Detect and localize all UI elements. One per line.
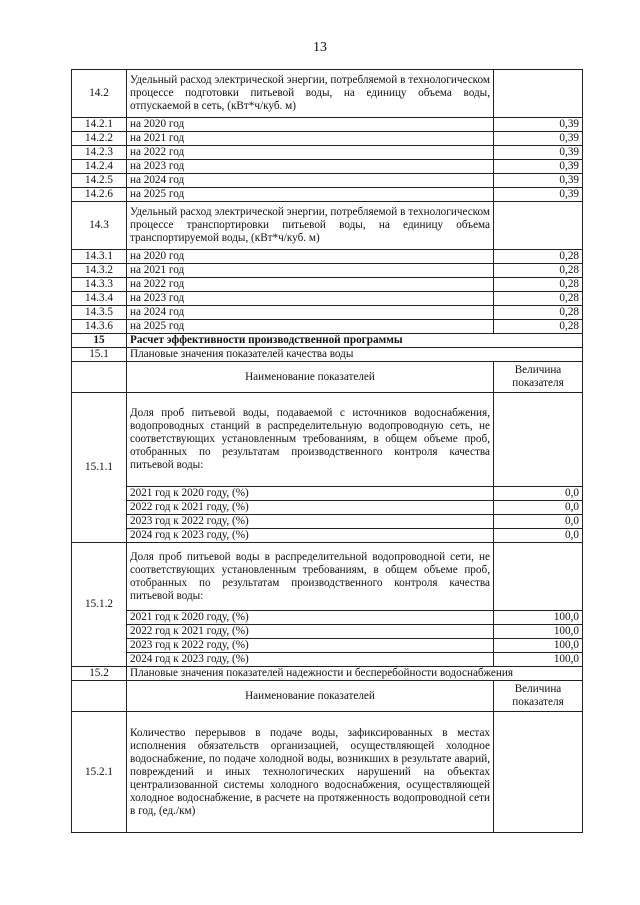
comparison-row [72,639,583,653]
year-row [72,278,583,292]
year-row-label: на 2022 год [127,146,494,160]
indicator-row [72,70,583,118]
year-row-label: на 2023 год [127,292,494,306]
year-row-label: на 2024 год [127,306,494,320]
comparison-label: 2022 год к 2021 году, (%) [127,625,494,639]
year-row-value: 0,39 [494,160,583,174]
comparison-label: 2024 год к 2023 году, (%) [127,529,494,543]
column-header-row [72,681,583,712]
value-cell-empty [494,543,583,611]
year-row-number: 14.2.3 [72,146,127,160]
year-row-number: 14.3.6 [72,320,127,334]
header-spacer [72,681,127,712]
subsection-row [72,348,583,362]
header-spacer [72,362,127,393]
year-row-value: 0,39 [494,146,583,160]
value-cell-empty [494,393,583,487]
comparison-row [72,653,583,667]
year-row [72,146,583,160]
year-row-number: 14.2.4 [72,160,127,174]
comparison-row [72,487,583,501]
subsection-number: 15.1 [72,348,127,362]
subsection-title: Плановые значения показателей качества воды [127,348,583,362]
comparison-label: 2023 год к 2022 году, (%) [127,639,494,653]
year-row-value: 0,28 [494,278,583,292]
indicator-row [72,393,583,487]
year-row-number: 14.3.3 [72,278,127,292]
comparison-value: 0,0 [494,487,583,501]
year-row-label: на 2023 год [127,160,494,174]
section-title: Расчет эффективности производственной программы [127,334,583,348]
comparison-value: 100,0 [494,625,583,639]
year-row-label: на 2021 год [127,264,494,278]
year-row-number: 14.2.2 [72,132,127,146]
header-indicator-value: Величина показателя [494,681,583,712]
comparison-label: 2021 год к 2020 году, (%) [127,487,494,501]
year-row-label: на 2025 год [127,320,494,334]
subsection-row [72,667,583,681]
year-row [72,188,583,202]
comparison-label: 2021 год к 2020 году, (%) [127,611,494,625]
year-row [72,292,583,306]
year-row-number: 14.3.5 [72,306,127,320]
indicator-description: Доля проб питьевой воды, подаваемой с источников водоснабжения, водопроводных станций в распределительную водопроводную сеть, не соответствующих установленным требованиям, в общем объеме проб, отобранных по результатам производственного контроля качества питьевой воды: [127,393,494,487]
indicator-row [72,543,583,611]
year-row-label: на 2020 год [127,118,494,132]
year-row [72,174,583,188]
year-row-value: 0,39 [494,118,583,132]
year-row [72,160,583,174]
year-row-number: 14.3.4 [72,292,127,306]
year-row-value: 0,28 [494,320,583,334]
comparison-value: 100,0 [494,611,583,625]
page-number: 13 [313,40,327,55]
year-row [72,320,583,334]
subsection-title: Плановые значения показателей надежности и бесперебойности водоснабжения [127,667,583,681]
year-row-label: на 2025 год [127,188,494,202]
year-row-number: 14.3.1 [72,250,127,264]
indicator-number: 14.2 [72,70,127,118]
indicator-description: Доля проб питьевой воды в распределительной водопроводной сети, не соответствующих установленным требованиям, в общем объеме проб, отобранных по результатам производственного контроля качества питьевой воды: [127,543,494,611]
year-row-number: 14.2.6 [72,188,127,202]
comparison-row [72,501,583,515]
comparison-value: 0,0 [494,529,583,543]
comparison-value: 100,0 [494,653,583,667]
indicator-number: 15.2.1 [72,712,127,833]
year-row-label: на 2021 год [127,132,494,146]
indicators-table [71,69,583,833]
comparison-value: 100,0 [494,639,583,653]
header-indicator-name: Наименование показателей [127,681,494,712]
indicator-number: 14.3 [72,202,127,250]
year-row-value: 0,39 [494,174,583,188]
indicator-row [72,712,583,833]
comparison-row [72,611,583,625]
value-cell-empty [494,712,583,833]
year-row-value: 0,28 [494,292,583,306]
year-row-number: 14.2.1 [72,118,127,132]
year-row-value: 0,28 [494,264,583,278]
year-row-number: 14.3.2 [72,264,127,278]
section-header-row [72,334,583,348]
year-row [72,250,583,264]
indicator-number: 15.1.2 [72,543,127,667]
year-row-label: на 2020 год [127,250,494,264]
comparison-row [72,625,583,639]
value-cell-empty [494,202,583,250]
year-row-number: 14.2.5 [72,174,127,188]
year-row-value: 0,28 [494,306,583,320]
indicator-number: 15.1.1 [72,393,127,543]
indicator-description: Количество перерывов в подаче воды, зафиксированных в местах исполнения обязательств организацией, осуществляющей холодное водоснабжение, по подаче холодной воды, возникших в результате аварий, повреждений и иных технологических нарушений на объектах централизованной системы холодного водоснабжения, осуществляющей холодное водоснабжение, в расчете на протяженность водопроводной сети в год, (ед./км) [127,712,494,833]
subsection-number: 15.2 [72,667,127,681]
comparison-value: 0,0 [494,501,583,515]
comparison-label: 2022 год к 2021 году, (%) [127,501,494,515]
year-row-label: на 2024 год [127,174,494,188]
value-cell-empty [494,70,583,118]
year-row-value: 0,39 [494,132,583,146]
comparison-label: 2023 год к 2022 году, (%) [127,515,494,529]
comparison-value: 0,0 [494,515,583,529]
comparison-row [72,515,583,529]
header-indicator-value: Величина показателя [494,362,583,393]
column-header-row [72,362,583,393]
year-row-value: 0,28 [494,250,583,264]
year-row-value: 0,39 [494,188,583,202]
year-row-label: на 2022 год [127,278,494,292]
year-row [72,306,583,320]
indicator-description: Удельный расход электрической энергии, потребляемой в технологическом процессе подготовки питьевой воды, на единицу объема воды, отпускаемой в сеть, (кВт*ч/куб. м) [127,70,494,118]
section-number: 15 [72,334,127,348]
indicator-description: Удельный расход электрической энергии, потребляемой в технологическом процессе транспортировки питьевой воды, на единицу объема транспортируемой воды, (кВт*ч/куб. м) [127,202,494,250]
comparison-row [72,529,583,543]
year-row [72,264,583,278]
header-indicator-name: Наименование показателей [127,362,494,393]
comparison-label: 2024 год к 2023 году, (%) [127,653,494,667]
indicator-row [72,202,583,250]
year-row [72,132,583,146]
year-row [72,118,583,132]
